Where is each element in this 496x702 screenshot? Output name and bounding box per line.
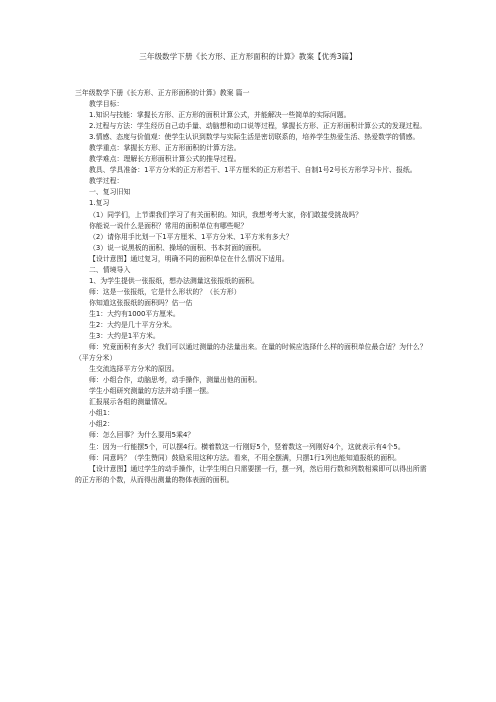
body-paragraph: 教学目标： [89, 100, 124, 109]
body-paragraph: 生交流选择平方分米的原因。 [89, 365, 179, 374]
body-paragraph: 生2：大约是几十平方分米。 [89, 320, 177, 329]
body-paragraph: （1）同学们，上节课我们学习了有关面积的。知识，我想考考大家，你们敢接受挑战吗？ [89, 210, 363, 219]
body-paragraph: 你知道这张报纸的面积吗？估一估 [89, 298, 193, 307]
body-paragraph: 2.过程与方法：学生经历自己动手量、动脑想和动口说等过程，掌握长方形、正方形面积计算公式的发现过程。 [89, 122, 427, 131]
body-paragraph: 汇报展示各组的测量情况。 [89, 398, 172, 407]
body-paragraph: 师：这是一张报纸，它是什么形状的？（长方形） [89, 287, 241, 296]
document-title: 三年级数学下册《长方形、正方形面积的计算》教案【优秀3篇】 [139, 52, 357, 61]
body-paragraph: （3）说一说黑板的面积、操场的面积、书本封面的面积。 [89, 243, 266, 252]
body-paragraph: 师：究竟面积有多大？我们可以通过测量的办法量出来。在量的时候应选择什么样的面积单位最合适？为什么？（平方分米） [75, 343, 427, 363]
body-paragraph: 1、为学生提供一张报纸，想办法测量这张报纸的面积。 [89, 276, 259, 285]
body-paragraph: 生3：大约是1平方米。 [89, 332, 160, 341]
body-paragraph: 3.情感、态度与价值观：使学生认识到数学与实际生活是密切联系的，培养学生热爱生活、热爱数学的情感。 [89, 133, 420, 142]
body-paragraph: 小组1： [89, 409, 115, 418]
document-body [75, 88, 431, 486]
body-paragraph: 师：同意吗？（学生赞同）鼓励采用这种方法。看来，不用全摆满，只摆1行1列也能知道报纸的面积。 [89, 453, 401, 462]
body-paragraph: 【设计意图】通过学生的动手操作，让学生明白只需要摆一行，摆一列，然后用行数和列数相乘即可以得出所需的正方形的个数，从而得出测量的物体表面的面积。 [75, 464, 427, 484]
body-paragraph: 教学难点：理解长方形面积计算公式的推导过程。 [89, 155, 241, 164]
body-paragraph: 【设计意图】通过复习，明确不同的面积单位在什么情况下适用。 [89, 254, 289, 263]
body-paragraph: 三年级数学下册《长方形、正方形面积的计算》教案 篇一 [75, 89, 250, 97]
body-paragraph: 教具、学具准备：1平方分米的正方形若干、1平方厘米的正方形若干、自制1号2号长方形学习卡片、报纸。 [89, 166, 417, 175]
body-paragraph: 教学过程： [89, 177, 124, 186]
body-paragraph: 学生小组研究测量的方法并动手摆一摆。 [89, 387, 214, 396]
body-paragraph: 小组2： [89, 420, 115, 429]
body-paragraph: 师：怎么回事？为什么要用5乘4？ [89, 431, 195, 440]
body-paragraph: 你能说一说什么是面积？常用的面积单位有哪些呢？ [89, 221, 248, 230]
body-paragraph: 生：因为一行能摆5个，可以摆4行。横着数这一行刚好5个，竖着数这一列刚好4个，这就表示有4个5。 [89, 442, 405, 451]
body-paragraph: 教学重点：掌握长方形、正方形面积的计算方法。 [89, 144, 241, 153]
body-paragraph: 1.知识与技能：掌握长方形、正方形的面积计算公式，并能解决一些简单的实际问题。 [89, 111, 351, 120]
body-paragraph: 一、复习旧知 [89, 188, 131, 197]
body-paragraph: （2）请你用手比划一下1平方厘米、1平方分米、1平方米有多大？ [89, 232, 293, 241]
body-paragraph: 生1：大约有1000平方厘米。 [89, 309, 180, 318]
body-paragraph: 二、情境导入 [89, 265, 131, 274]
body-paragraph: 师：小组合作，动脑思考，动手操作，测量出他的面积。 [89, 376, 262, 385]
body-paragraph: 1.复习 [89, 199, 110, 208]
